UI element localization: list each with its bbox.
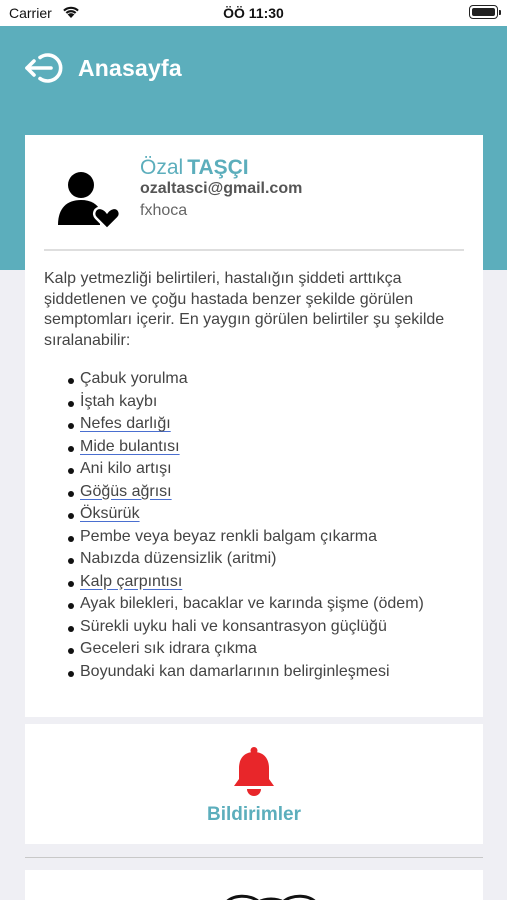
next-card[interactable] bbox=[25, 870, 483, 900]
symptom-link[interactable]: Kalp çarpıntısı bbox=[67, 571, 424, 594]
symptom-list bbox=[67, 368, 424, 683]
divider bbox=[44, 249, 464, 251]
list-item: Nabızda düzensizlik (aritmi) bbox=[67, 548, 424, 571]
list-item: Ani kilo artışı bbox=[67, 458, 424, 481]
symptom-link[interactable]: Mide bulantısı bbox=[67, 436, 424, 459]
list-item: Pembe veya beyaz renkli balgam çıkarma bbox=[67, 526, 424, 549]
list-item: Sürekli uyku hali ve konsantrasyon güçlüğü bbox=[67, 616, 424, 639]
list-item: Çabuk yorulma bbox=[67, 368, 424, 391]
user-heart-icon bbox=[55, 170, 119, 230]
back-button[interactable] bbox=[24, 50, 182, 86]
notifications-label: Bildirimler bbox=[207, 804, 301, 825]
list-item: İştah kaybı bbox=[67, 391, 424, 414]
user-handle: fxhoca bbox=[140, 202, 188, 219]
clock: ÖÖ 11:30 bbox=[223, 5, 284, 21]
carrier-label: Carrier bbox=[9, 5, 52, 21]
divider bbox=[25, 857, 483, 858]
page-title: Anasayfa bbox=[78, 54, 182, 81]
symptom-link[interactable]: Öksürük bbox=[67, 503, 424, 526]
profile-card bbox=[25, 135, 483, 717]
user-name bbox=[140, 156, 249, 180]
battery-icon bbox=[469, 5, 498, 19]
symptom-link[interactable]: Göğüs ağrısı bbox=[67, 481, 424, 504]
bell-icon bbox=[231, 746, 277, 798]
user-last-name: TAŞÇI bbox=[187, 156, 249, 179]
symptom-link[interactable]: Nefes darlığı bbox=[67, 413, 424, 436]
notifications-button[interactable] bbox=[25, 724, 483, 844]
user-email: ozaltasci@gmail.com bbox=[140, 180, 303, 197]
status-bar bbox=[0, 0, 507, 26]
glasses-icon bbox=[221, 892, 321, 900]
list-item: Ayak bilekleri, bacaklar ve karında şişme (ödem) bbox=[67, 593, 424, 616]
intro-paragraph: Kalp yetmezliği belirtileri, hastalığın şiddeti arttıkça şiddetlenen ve çoğu hastada benzer şekilde görülen semptomları içerir. En yaygın görülen belirtiler şu şekilde sıralanabilir: bbox=[44, 270, 445, 349]
list-item: Boyundaki kan damarlarının belirginleşmesi bbox=[67, 661, 424, 684]
logout-arrow-icon bbox=[24, 50, 64, 86]
list-item: Geceleri sık idrara çıkma bbox=[67, 638, 424, 661]
user-first-name: Özal bbox=[140, 156, 184, 179]
